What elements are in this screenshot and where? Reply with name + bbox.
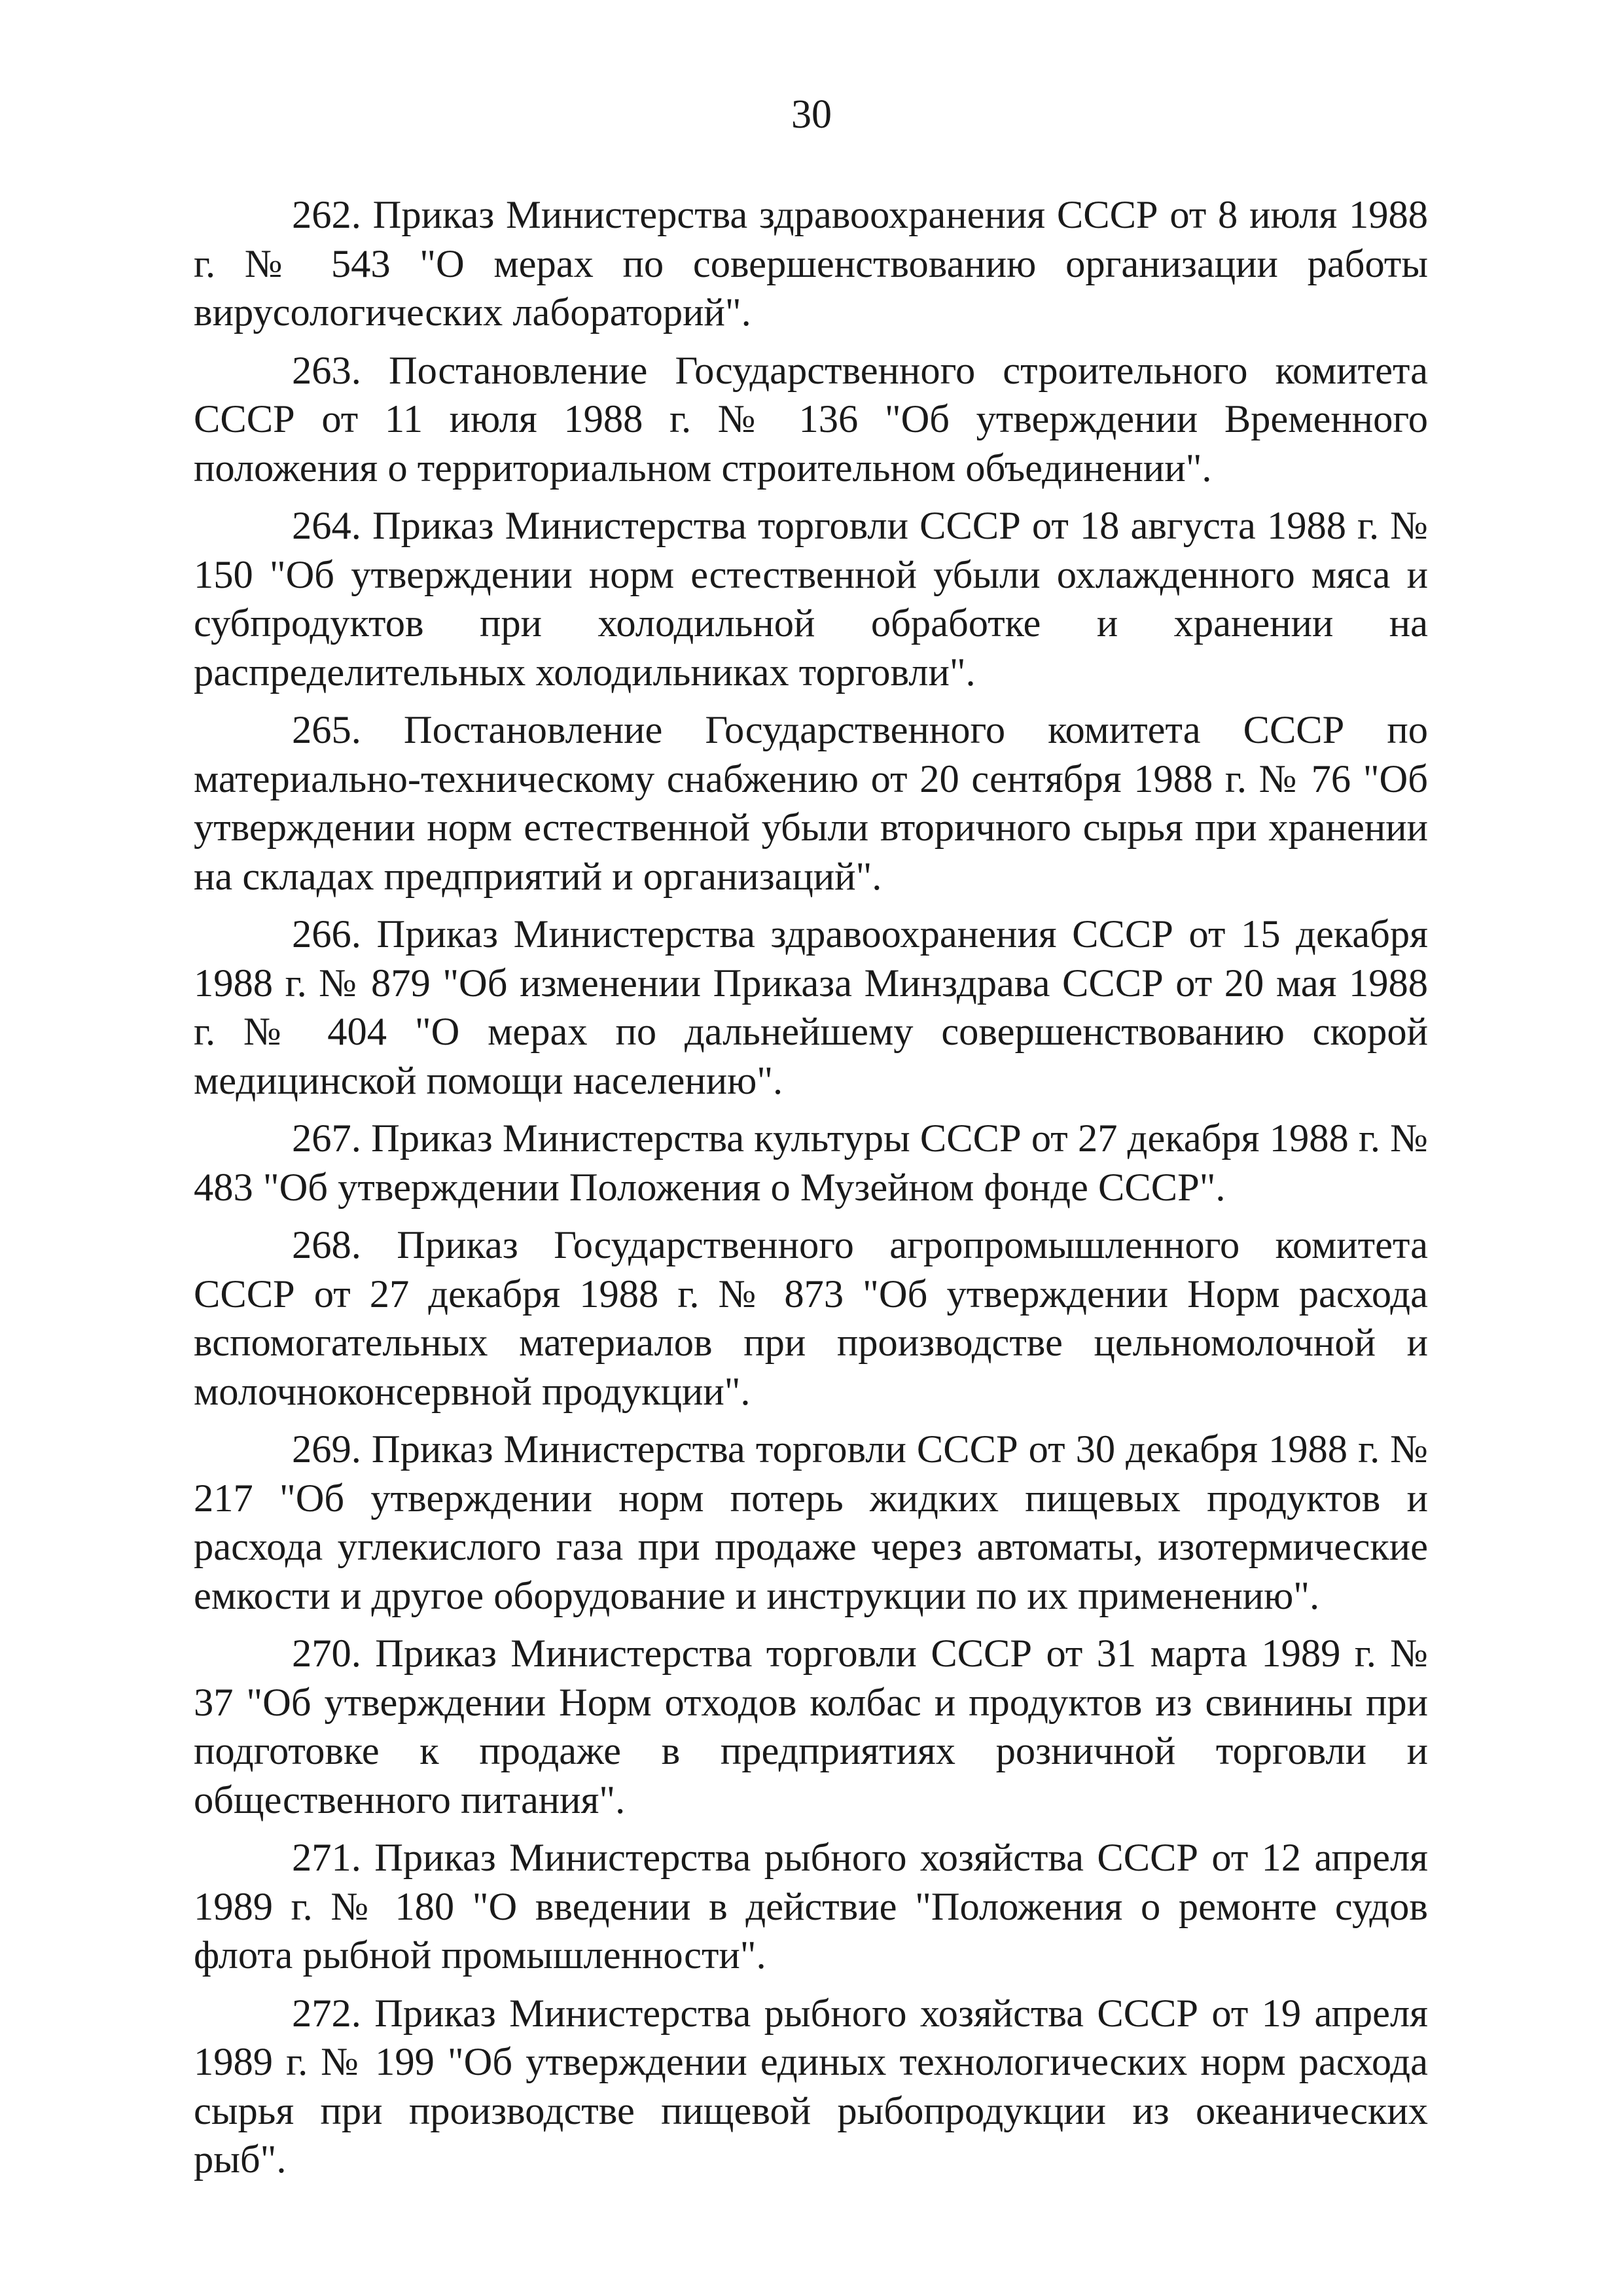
list-item-265: 265. Постановление Государственного комитета СССР по материально-техническому снабжению от 20 сентября 1988 г. № 76 "Об утверждении норм естественной убыли вторичного сырья при хранении на складах предприятий и организаций". <box>194 708 1428 899</box>
list-item-266: 266. Приказ Министерства здравоохранения СССР от 15 декабря 1988 г. № 879 "Об изменении Приказа Минздрава СССР от 20 мая 1988 г. № 404 "О мерах по дальнейшему совершенствованию скорой медицинской помощи населению". <box>194 912 1428 1103</box>
list-item-262: 262. Приказ Министерства здравоохранения СССР от 8 июля 1988 г. № 543 "О мерах по совершенствованию организации работы вирусологических лабораторий". <box>194 193 1428 334</box>
list-item-269: 269. Приказ Министерства торговли СССР от 30 декабря 1988 г. № 217 "Об утверждении норм потерь жидких пищевых продуктов и расхода углекислого газа при продаже через автоматы, изотермические емкости и другое оборудование и инструкции по их применению". <box>194 1427 1428 1618</box>
list-item-268: 268. Приказ Государственного агропромышленного комитета СССР от 27 декабря 1988 г. № 873 "Об утверждении Норм расхода вспомогательных материалов при производстве цельномолочной и молочноконсервной продукции". <box>194 1223 1428 1414</box>
list-item-267: 267. Приказ Министерства культуры СССР от 27 декабря 1988 г. № 483 "Об утверждении Положения о Музейном фонде СССР". <box>194 1117 1428 1210</box>
list-item-270: 270. Приказ Министерства торговли СССР от 31 марта 1989 г. № 37 "Об утверждении Норм отходов колбас и продуктов из свинины при подготовке к продаже в предприятиях розничной торговли и общественного питания". <box>194 1632 1428 1822</box>
list-item-263: 263. Постановление Государственного строительного комитета СССР от 11 июля 1988 г. № 136 "Об утверждении Временного положения о территориальном строительном объединении". <box>194 348 1428 490</box>
list-item-271: 271. Приказ Министерства рыбного хозяйства СССР от 12 апреля 1989 г. № 180 "О введении в действие "Положения о ремонте судов флота рыбной промышленности". <box>194 1836 1428 1977</box>
page-number: 30 <box>791 92 832 137</box>
document-body <box>194 191 1428 2194</box>
list-item-264: 264. Приказ Министерства торговли СССР от 18 августа 1988 г. № 150 "Об утверждении норм естественной убыли охлажденного мяса и субпродуктов при холодильной обработке и хранении на распределительных холодильниках торговли". <box>194 504 1428 694</box>
list-item-272: 272. Приказ Министерства рыбного хозяйства СССР от 19 апреля 1989 г. № 199 "Об утверждении единых технологических норм расхода сырья при производстве пищевой рыбопродукции из океанических рыб". <box>194 1991 1428 2181</box>
